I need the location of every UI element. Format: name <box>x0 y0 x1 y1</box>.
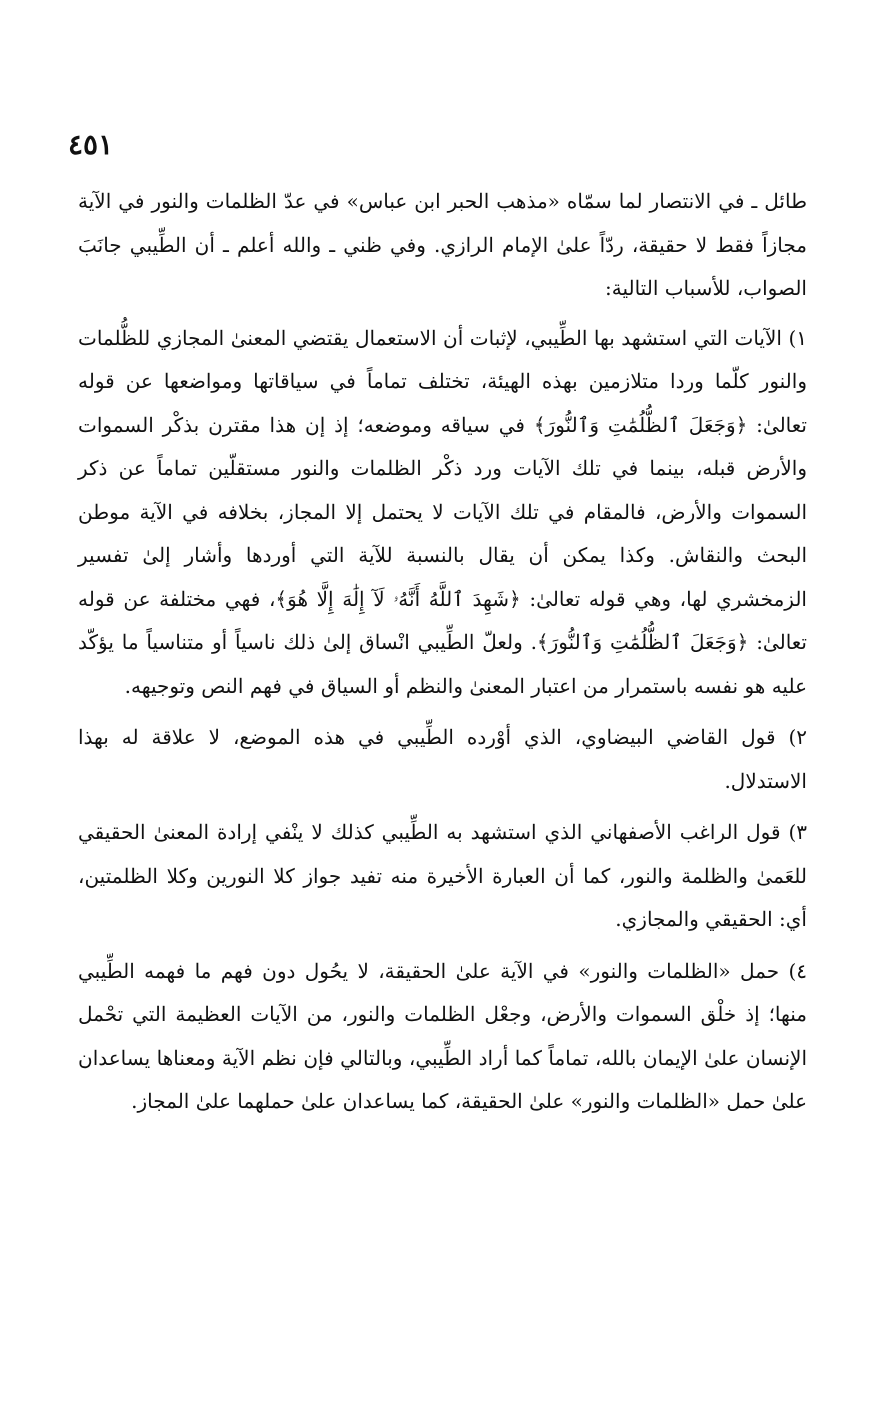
body-text <box>78 180 807 1132</box>
point-4-paragraph: ٤) حمل «الظلمات والنور» في الآية علىٰ الحقيقة، لا يحُول دون فهم ما فهمه الطِّيبي منها؛ إذ خلْق السموات والأرض، وجعْل الظلمات والنور، من الآيات العظيمة التي تحْمل الإنسان علىٰ الإيمان بالله، تماماً كما أراد الطِّيبي، وبالتالي فإن نظم الآية ومعناها يساعدان علىٰ حمل «الظلمات والنور» علىٰ الحقيقة، كما يساعدان علىٰ حملهما علىٰ المجاز. <box>78 958 807 1113</box>
point-1-paragraph: ١) الآيات التي استشهد بها الطِّيبي، لإثبات أن الاستعمال يقتضي المعنىٰ المجازي للظُّلمات والنور كلّما وردا متلازمين بهذه الهيئة، تختلف تماماً في سياقاتها ومواضعها عن قوله تعالىٰ: ﴿وَجَعَلَ ٱلظُّلُمَٰتِ وَٱلنُّورَ﴾ في سياقه وموضعه؛ إذ إن هذا مقترن بذكْر السموات والأرض قبله، بينما في تلك الآيات ورد ذكْر الظلمات والنور مستقلّين تماماً عن ذكر السموات والأرض، فالمقام في تلك الآيات لا يحتمل إلا المجاز، بخلافه في الآية موطن البحث والنقاش. وكذا يمكن أن يقال بالنسبة للآية التي أوردها وأشار إلىٰ تفسير الزمخشري لها، وهي قوله تعالىٰ: ﴿شَهِدَ ٱللَّهُ أَنَّهُۥ لَآ إِلَٰهَ إِلَّا هُوَ﴾، فهي مختلفة عن قوله تعالىٰ: ﴿وَجَعَلَ ٱلظُّلُمَٰتِ وَٱلنُّورَ﴾. ولعلّ الطِّيبي انْساق إلىٰ ذلك ناسياً أو متناسياً ما يؤكّد عليه هو نفسه باستمرار من اعتبار المعنىٰ والنظم أو السياق في فهم النص وتوجيهه. <box>78 325 807 698</box>
intro-paragraph: طائل ـ في الانتصار لما سمّاه «مذهب الحبر ابن عباس» في عدّ الظلمات والنور في الآية مجازاً فقط لا حقيقة، ردّاً علىٰ الإمام الرازي. وفي ظني ـ والله أعلم ـ أن الطِّيبي جانَبَ الصواب، للأسباب التالية: <box>78 189 807 300</box>
point-2-paragraph: ٢) قول القاضي البيضاوي، الذي أوْرده الطِّيبي في هذه الموضع، لا علاقة له بهذا الاستدلال. <box>78 725 807 793</box>
page-number: ٤٥١ <box>68 128 114 161</box>
point-3-paragraph: ٣) قول الراغب الأصفهاني الذي استشهد به الطِّيبي كذلك لا ينْفي إرادة المعنىٰ الحقيقي للعَمىٰ والظلمة والنور، كما أن العبارة الأخيرة منه تفيد جواز كلا النورين وكلا الظلمتين، أي: الحقيقي والمجازي. <box>78 820 807 931</box>
